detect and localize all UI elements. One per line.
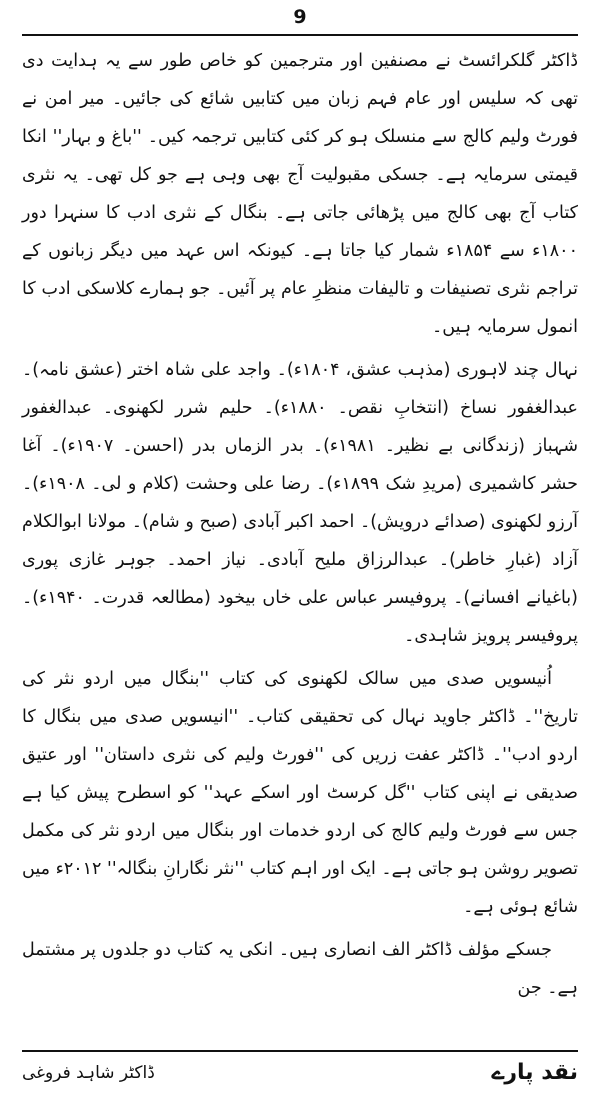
top-rule bbox=[22, 34, 578, 36]
paragraph: ڈاکٹر گلکرائسٹ نے مصنفین اور مترجمین کو خاص طور سے یہ ہدایت دی تھی کہ سلیس اور عام فہم زبان میں کتابیں شائع کی جائیں۔ میر امن نے فورٹ ولیم کالج سے منسلک ہو کر کئی کتابیں ترجمہ کیں۔ ''باغ و بہار'' انکا قیمتی سرمایہ ہے۔ جسکی مقبولیت آج بھی وہی ہے جو کل تھی۔ یہ نثری کتاب آج بھی کالج میں پڑھائی جاتی ہے۔ بنگال کے نثری ادب کا سنہرا دور ۱۸۰۰ء سے ۱۸۵۴ء شمار کیا جاتا ہے۔ کیونکہ اس عہد میں دیگر زبانوں کے تراجم نثری تصنیفات و تالیفات منظرِ عام پر آئیں۔ جو ہمارے کلاسکی ادب کا انمول سرمایہ ہیں۔ bbox=[22, 51, 578, 337]
book-title: نقد پارے bbox=[491, 1059, 578, 1085]
page-footer bbox=[22, 1052, 578, 1092]
body-text bbox=[22, 42, 578, 1012]
page-number: 9 bbox=[293, 6, 307, 28]
paragraph: اُنیسویں صدی میں سالک لکھنوی کی کتاب ''بنگال میں اردو نثر کی تاریخ''۔ ڈاکٹر جاوید نہال کی تحقیقی کتاب۔ ''انیسویں صدی میں بنگال کا اردو ادب''۔ ڈاکٹر عفت زریں کی ''فورٹ ولیم کی نثری داستان'' اور عتیق صدیقی نے اپنی کتاب ''گل کرسٹ اور اسکے عہد'' کو اسطرح پیش کیا ہے جس سے فورٹ ولیم کالج کی اردو خدمات اور بنگال میں اردو نثر کی مکمل تصویر روشن ہو جاتی ہے۔ ایک اور اہم کتاب ''نثر نگارانِ بنگالہ'' ۲۰۱۲ء میں شائع ہوئی ہے۔ bbox=[22, 669, 578, 917]
paragraph: نہال چند لاہوری (مذہب عشق، ۱۸۰۴ء)۔ واجد علی شاہ اختر (عشق نامہ)۔ عبدالغفور نساخ (انتخابِ نقص۔ ۱۸۸۰ء)۔ حلیم شرر لکھنوی۔ عبدالغفور شہباز (زندگانی بے نظیر۔ ۱۹۸۱ء)۔ بدر الزماں بدر (احسن۔ ۱۹۰۷ء)۔ آغا حشر کاشمیری (مریدِ شک ۱۸۹۹ء)۔ رضا علی وحشت (کلام و لی۔ ۱۹۰۸ء)۔ آرزو لکھنوی (صدائے درویش)۔ احمد اکبر آبادی (صبح و شام)۔ مولانا ابوالکلام آزاد (غبارِ خاطر)۔ عبدالرزاق ملیح آبادی۔ نیاز احمد۔ جوہر غازی پوری (باغیانے افسانے)۔ پروفیسر عباس علی خاں بیخود (مطالعہ قدرت۔ ۱۹۴۰ء)۔ پروفیسر پرویز شاہدی۔ bbox=[22, 360, 578, 646]
paragraph: جسکے مؤلف ڈاکٹر الف انصاری ہیں۔ انکی یہ کتاب دو جلدوں پر مشتمل ہے۔ جن bbox=[22, 940, 578, 998]
author-name: ڈاکٹر شاہد فروغی bbox=[22, 1062, 155, 1083]
